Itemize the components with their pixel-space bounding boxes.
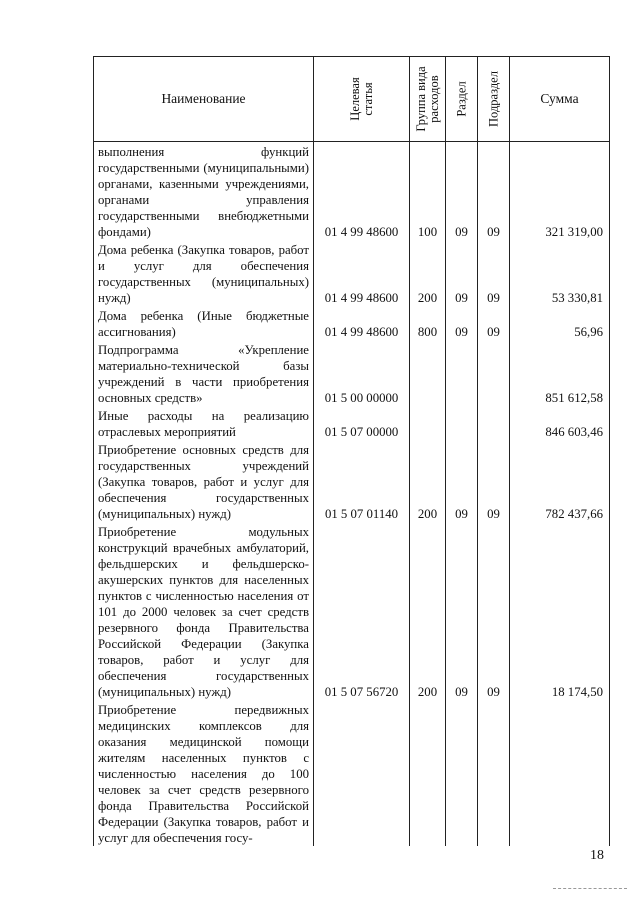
- row-group: [410, 406, 446, 440]
- row-subsection: 09: [478, 240, 510, 306]
- header-name: Наименование: [94, 57, 314, 142]
- row-section: 09: [446, 522, 478, 700]
- header-sum: Сумма: [510, 57, 610, 142]
- row-target: [314, 700, 410, 846]
- row-sum: 851 612,58: [510, 340, 610, 406]
- row-group: [410, 700, 446, 846]
- row-target: 01 5 00 00000: [314, 340, 410, 406]
- row-subsection: 09: [478, 440, 510, 522]
- row-subsection: 09: [478, 306, 510, 340]
- row-sum: 321 319,00: [510, 142, 610, 241]
- row-section: 09: [446, 440, 478, 522]
- row-group: 800: [410, 306, 446, 340]
- row-group: 200: [410, 440, 446, 522]
- row-section: [446, 406, 478, 440]
- table-row: [94, 306, 610, 340]
- row-target: 01 5 07 00000: [314, 406, 410, 440]
- row-subsection: 09: [478, 522, 510, 700]
- row-section: 09: [446, 142, 478, 241]
- row-subsection: [478, 700, 510, 846]
- row-name: Дома ребенка (Иные бюджетные ассигнования): [94, 306, 314, 340]
- header-section: Раздел: [446, 57, 478, 142]
- row-name: Подпрограмма «Укрепление материально-технической базы учреждений в части приобретения основных средств»: [94, 340, 314, 406]
- table-row: [94, 406, 610, 440]
- row-subsection: 09: [478, 142, 510, 241]
- header-target: Целевая статья: [314, 57, 410, 142]
- row-group: 100: [410, 142, 446, 241]
- row-group: 200: [410, 522, 446, 700]
- table-row: [94, 522, 610, 700]
- table-row: [94, 440, 610, 522]
- row-sum: 53 330,81: [510, 240, 610, 306]
- table-header-row: [94, 57, 610, 142]
- row-target: 01 5 07 56720: [314, 522, 410, 700]
- row-name: Дома ребенка (Закупка товаров, работ и услуг для обеспечения государственных (муниципальных) нужд): [94, 240, 314, 306]
- row-subsection: [478, 340, 510, 406]
- table-row: [94, 340, 610, 406]
- row-target: 01 5 07 01140: [314, 440, 410, 522]
- row-target: 01 4 99 48600: [314, 142, 410, 241]
- row-section: 09: [446, 240, 478, 306]
- table-row: [94, 240, 610, 306]
- row-section: [446, 340, 478, 406]
- row-sum: 18 174,50: [510, 522, 610, 700]
- row-sum: [510, 700, 610, 846]
- row-subsection: [478, 406, 510, 440]
- row-name: Приобретение передвижных медицинских комплексов для оказания медицинской помощи жителям населенных пунктов с численностью населения до 100 человек за счет средств резервного фонда Правительства Российской Федерации (Закупка товаров, работ и услуг для обеспечения госу-: [94, 700, 314, 846]
- row-name: Приобретение основных средств для государственных учреждений (Закупка товаров, работ и услуг для обеспечения государственных (муниципальных) нужд): [94, 440, 314, 522]
- row-name: Иные расходы на реализацию отраслевых мероприятий: [94, 406, 314, 440]
- budget-table: [93, 56, 610, 846]
- row-name: Приобретение модульных конструкций врачебных амбулаторий, фельдшерских и фельдшерско-акушерских пунктов для населенных пунктов с численностью населения от 101 до 2000 человек за счет средств резервного фонда Правительства Российской Федерации (Закупка товаров, работ и услуг для обеспечения государственных (муниципальных) нужд): [94, 522, 314, 700]
- row-group: 200: [410, 240, 446, 306]
- row-sum: 846 603,46: [510, 406, 610, 440]
- table-row: [94, 700, 610, 846]
- row-group: [410, 340, 446, 406]
- header-group: Группа вида расходов: [410, 57, 446, 142]
- row-section: 09: [446, 306, 478, 340]
- row-sum: 56,96: [510, 306, 610, 340]
- header-subsection: Подраздел: [478, 57, 510, 142]
- footer-divider: [553, 888, 627, 889]
- row-name: выполнения функций государственными (муниципальными) органами, казенными учреждениями, органами управления государственными внебюджетными фондами): [94, 142, 314, 241]
- row-target: 01 4 99 48600: [314, 240, 410, 306]
- row-sum: 782 437,66: [510, 440, 610, 522]
- row-section: [446, 700, 478, 846]
- row-target: 01 4 99 48600: [314, 306, 410, 340]
- page-number: 18: [590, 848, 604, 863]
- table-row: [94, 142, 610, 241]
